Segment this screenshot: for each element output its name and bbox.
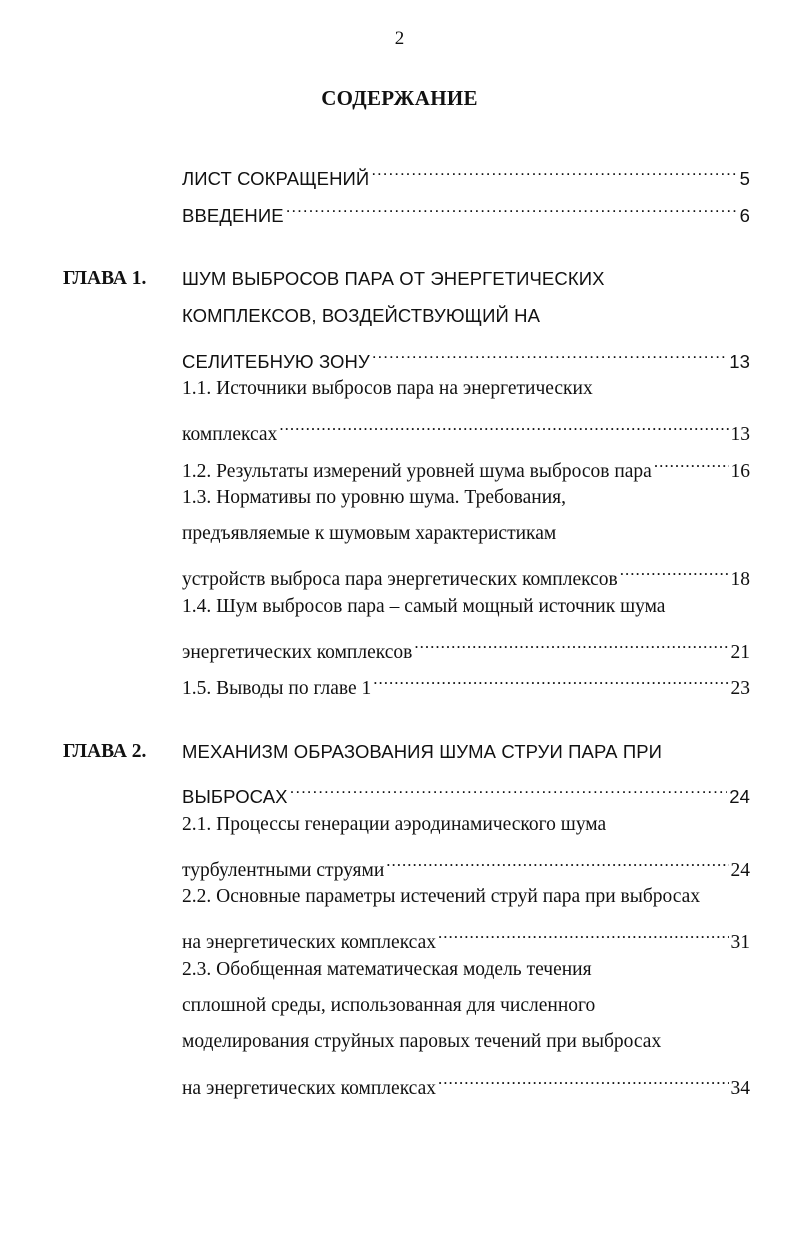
dot-leader xyxy=(386,846,728,876)
dot-leader xyxy=(286,192,738,222)
toc-entry-label: турбулентными струями xyxy=(182,860,385,881)
chapter-2-title-line: МЕХАНИЗМ ОБРАЗОВАНИЯ ШУМА СТРУИ ПАРА ПРИ xyxy=(182,741,663,762)
dot-leader xyxy=(373,664,728,694)
toc-entry-page: 18 xyxy=(730,569,750,590)
toc-entry-section-1-1[interactable] xyxy=(182,410,750,445)
toc-entry-introduction[interactable] xyxy=(182,192,750,226)
toc-entry-page: 5 xyxy=(739,168,750,189)
toc-entry-section-1-4[interactable] xyxy=(182,628,750,663)
toc-entry-label: ЛИСТ СОКРАЩЕНИЙ xyxy=(182,168,370,189)
toc-entry-section-2-3[interactable] xyxy=(182,1064,750,1099)
toc-entry-label: устройств выброса пара энергетических комплексов xyxy=(182,569,618,590)
toc-entry-label: на энергетических комплексах xyxy=(182,1078,436,1099)
toc-entry-chapter-1[interactable] xyxy=(182,338,750,372)
toc-entry-label: 1.2. Результаты измерений уровней шума выбросов пара xyxy=(182,461,652,482)
toc-entry-section-2-1[interactable] xyxy=(182,846,750,881)
toc-entry-page: 24 xyxy=(729,786,750,807)
dot-leader xyxy=(414,628,728,658)
dot-leader xyxy=(372,338,727,368)
section-1-1-line: 1.1. Источники выбросов пара на энергетических xyxy=(182,378,593,399)
toc-entry-label: СЕЛИТЕБНУЮ ЗОНУ xyxy=(182,351,370,372)
toc-entry-label: на энергетических комплексах xyxy=(182,932,436,953)
toc-entry-label: ВВЕДЕНИЕ xyxy=(182,205,284,226)
toc-entry-page: 23 xyxy=(730,678,750,699)
toc-entry-page: 13 xyxy=(729,351,750,372)
chapter-1-label: ГЛАВА 1. xyxy=(63,268,147,289)
section-2-3-line: сплошной среды, использованная для численного xyxy=(182,995,596,1016)
toc-entry-page: 31 xyxy=(730,932,750,953)
dot-leader xyxy=(279,410,728,440)
toc-entry-abbreviations[interactable] xyxy=(182,155,750,189)
toc-entry-section-2-2[interactable] xyxy=(182,918,750,953)
section-2-2-line: 2.2. Основные параметры истечений струй пара при выбросах xyxy=(182,886,701,907)
dot-leader xyxy=(654,447,729,477)
page-number: 2 xyxy=(394,28,405,49)
toc-entry-page: 16 xyxy=(730,461,750,482)
toc-entry-label: ВЫБРОСАХ xyxy=(182,786,288,807)
toc-entry-section-1-5[interactable] xyxy=(182,664,750,699)
section-2-1-line: 2.1. Процессы генерации аэродинамического шума xyxy=(182,814,607,835)
chapter-2-label: ГЛАВА 2. xyxy=(63,741,147,762)
section-2-3-line: моделирования струйных паровых течений при выбросах xyxy=(182,1031,662,1052)
toc-entry-label: энергетических комплексов xyxy=(182,642,413,663)
page-title: СОДЕРЖАНИЕ xyxy=(321,86,478,110)
section-1-3-line: предъявляемые к шумовым характеристикам xyxy=(182,523,557,544)
chapter-1-title-line: ШУМ ВЫБРОСОВ ПАРА ОТ ЭНЕРГЕТИЧЕСКИХ xyxy=(182,268,605,289)
toc-entry-page: 34 xyxy=(730,1078,750,1099)
section-1-4-line: 1.4. Шум выбросов пара – самый мощный источник шума xyxy=(182,596,666,617)
toc-entry-page: 24 xyxy=(730,860,750,881)
dot-leader xyxy=(290,773,728,803)
dot-leader xyxy=(438,1064,729,1094)
toc-entry-section-1-2[interactable] xyxy=(182,447,750,482)
toc-entry-label: 1.5. Выводы по главе 1 xyxy=(182,678,372,699)
dot-leader xyxy=(371,155,737,185)
section-1-3-line: 1.3. Нормативы по уровню шума. Требования, xyxy=(182,487,566,508)
toc-entry-chapter-2[interactable] xyxy=(182,773,750,807)
toc-entry-page: 21 xyxy=(730,642,750,663)
toc-entry-page: 6 xyxy=(739,205,750,226)
chapter-1-title-line: КОМПЛЕКСОВ, ВОЗДЕЙСТВУЮЩИЙ НА xyxy=(182,305,541,326)
toc-entry-page: 13 xyxy=(730,424,750,445)
toc-entry-section-1-3[interactable] xyxy=(182,555,750,590)
dot-leader xyxy=(438,918,729,948)
section-2-3-line: 2.3. Обобщенная математическая модель течения xyxy=(182,959,592,980)
dot-leader xyxy=(620,555,729,585)
toc-entry-label: комплексах xyxy=(182,424,278,445)
